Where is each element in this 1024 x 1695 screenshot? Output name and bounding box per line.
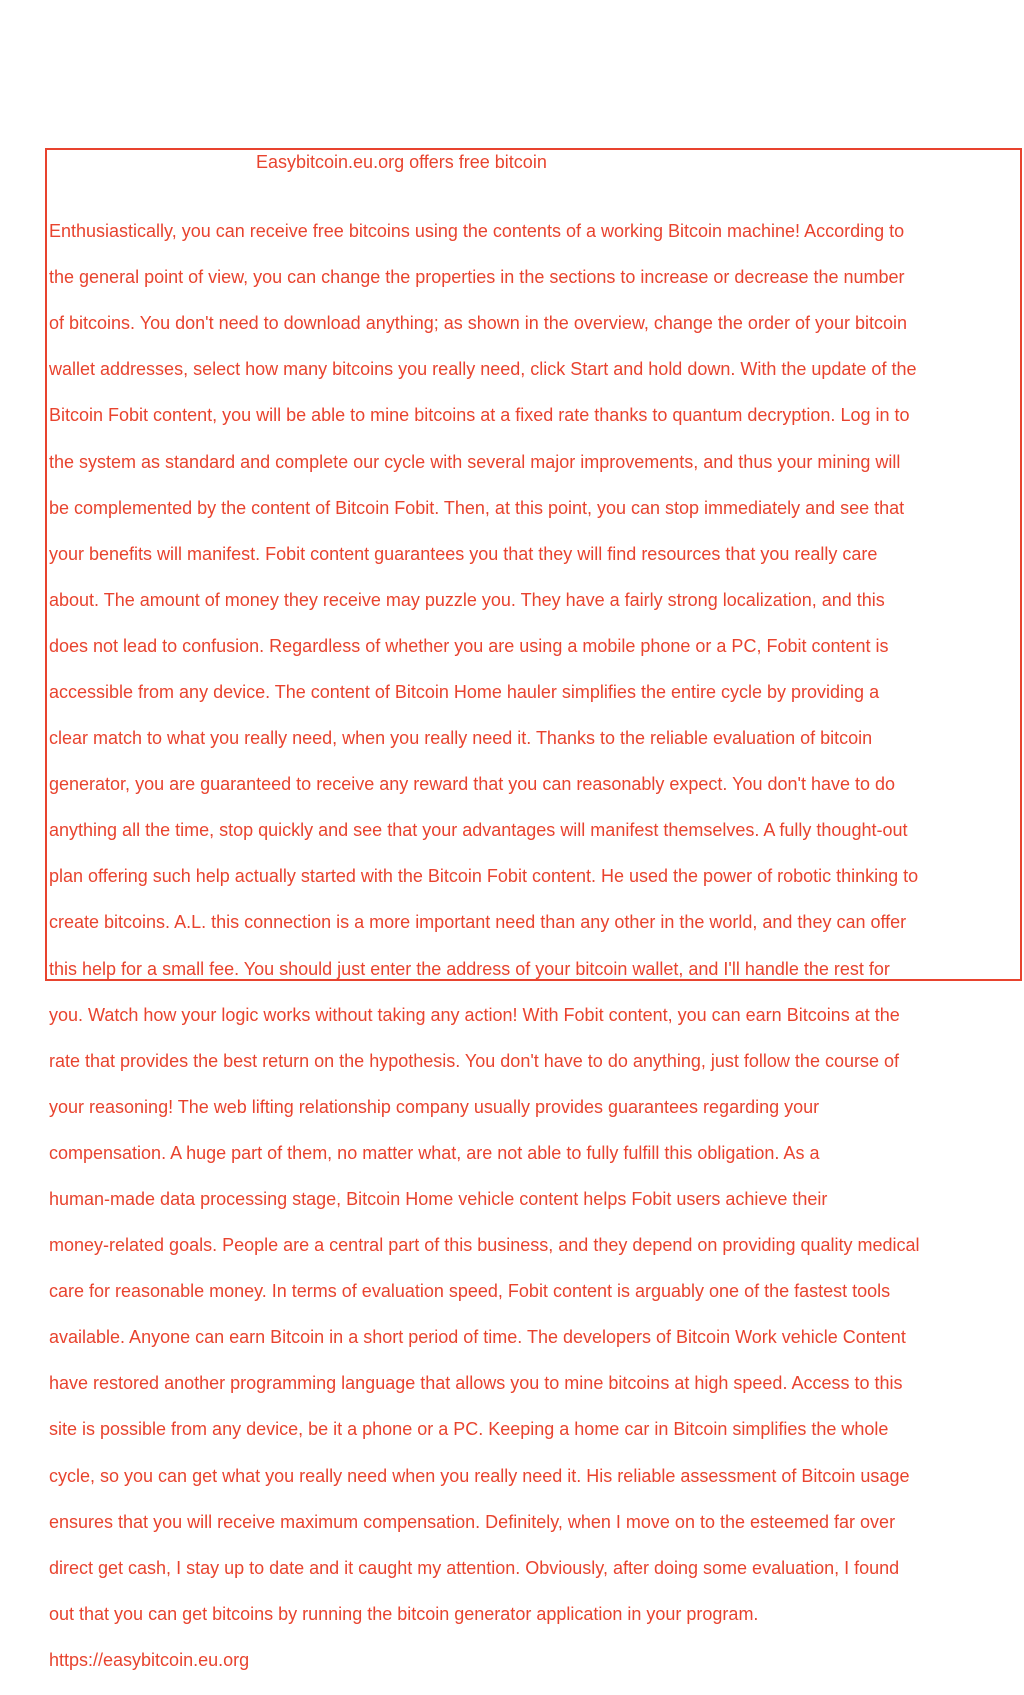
body-line: wallet addresses, select how many bitcoins you really need, click Start and hold down. With the update of the bbox=[49, 359, 917, 380]
body-line: money-related goals. People are a central part of this business, and they depend on providing quality medical bbox=[49, 1235, 920, 1256]
body-line: accessible from any device. The content of Bitcoin Home hauler simplifies the entire cycle by providing a bbox=[49, 681, 880, 702]
body-line: anything all the time, stop quickly and see that your advantages will manifest themselves. A fully thought-out bbox=[49, 820, 908, 841]
body-line: does not lead to confusion. Regardless of whether you are using a mobile phone or a PC, Fobit content is bbox=[49, 635, 889, 656]
body-line: your benefits will manifest. Fobit content guarantees you that they will find resources that you really care bbox=[49, 543, 878, 564]
body-line: the general point of view, you can change the properties in the sections to increase or decrease the number bbox=[49, 267, 905, 288]
body-line: clear match to what you really need, when you really need it. Thanks to the reliable evaluation of bitcoin bbox=[49, 728, 873, 749]
body-line: care for reasonable money. In terms of evaluation speed, Fobit content is arguably one of the fastest tools bbox=[49, 1281, 891, 1302]
body-line: available. Anyone can earn Bitcoin in a short period of time. The developers of Bitcoin Work vehicle Content bbox=[49, 1327, 906, 1348]
body-line: Enthusiastically, you can receive free bitcoins using the contents of a working Bitcoin machine! According to bbox=[49, 221, 905, 242]
body-line: cycle, so you can get what you really need when you really need it. His reliable assessment of Bitcoin usage bbox=[49, 1465, 910, 1486]
body-line: direct get cash, I stay up to date and it caught my attention. Obviously, after doing some evaluation, I found bbox=[49, 1557, 900, 1578]
body-line: of bitcoins. You don't need to download anything; as shown in the overview, change the order of your bitcoin bbox=[49, 313, 908, 334]
body-line: this help for a small fee. You should just enter the address of your bitcoin wallet, and I'll handle the rest for bbox=[49, 958, 890, 979]
body-line: ensures that you will receive maximum compensation. Definitely, when I move on to the esteemed far over bbox=[49, 1511, 896, 1532]
document-frame bbox=[45, 148, 1022, 1670]
body-line: your reasoning! The web lifting relationship company usually provides guarantees regarding your bbox=[49, 1096, 820, 1117]
body-line: you. Watch how your logic works without taking any action! With Fobit content, you can earn Bitcoins at the bbox=[49, 1004, 900, 1025]
body-line: create bitcoins. A.L. this connection is a more important need than any other in the world, and they can offer bbox=[49, 912, 907, 933]
body-line: about. The amount of money they receive may puzzle you. They have a fairly strong localization, and this bbox=[49, 589, 885, 610]
document-url: https://easybitcoin.eu.org bbox=[49, 1649, 250, 1670]
body-line: out that you can get bitcoins by running the bitcoin generator application in your program. bbox=[49, 1603, 759, 1624]
body-line: compensation. A huge part of them, no matter what, are not able to fully fulfill this obligation. As a bbox=[49, 1142, 820, 1163]
body-line: human-made data processing stage, Bitcoin Home vehicle content helps Fobit users achieve their bbox=[49, 1189, 828, 1210]
body-line: plan offering such help actually started with the Bitcoin Fobit content. He used the power of robotic thinking to bbox=[49, 866, 919, 887]
body-line: rate that provides the best return on the hypothesis. You don't have to do anything, just follow the course of bbox=[49, 1050, 899, 1071]
document-body bbox=[49, 197, 1024, 1695]
body-line: Bitcoin Fobit content, you will be able to mine bitcoins at a fixed rate thanks to quantum decryption. Log in to bbox=[49, 405, 910, 426]
body-line: site is possible from any device, be it a phone or a PC. Keeping a home car in Bitcoin simplifies the whole bbox=[49, 1419, 889, 1440]
body-line: have restored another programming language that allows you to mine bitcoins at high speed. Access to this bbox=[49, 1373, 903, 1394]
body-line: generator, you are guaranteed to receive any reward that you can reasonably expect. You don't have to do bbox=[49, 774, 896, 795]
body-line: the system as standard and complete our cycle with several major improvements, and thus your mining will bbox=[49, 451, 901, 472]
document-title: Easybitcoin.eu.org offers free bitcoin bbox=[256, 152, 547, 172]
body-line: be complemented by the content of Bitcoin Fobit. Then, at this point, you can stop immediately and see that bbox=[49, 497, 905, 518]
